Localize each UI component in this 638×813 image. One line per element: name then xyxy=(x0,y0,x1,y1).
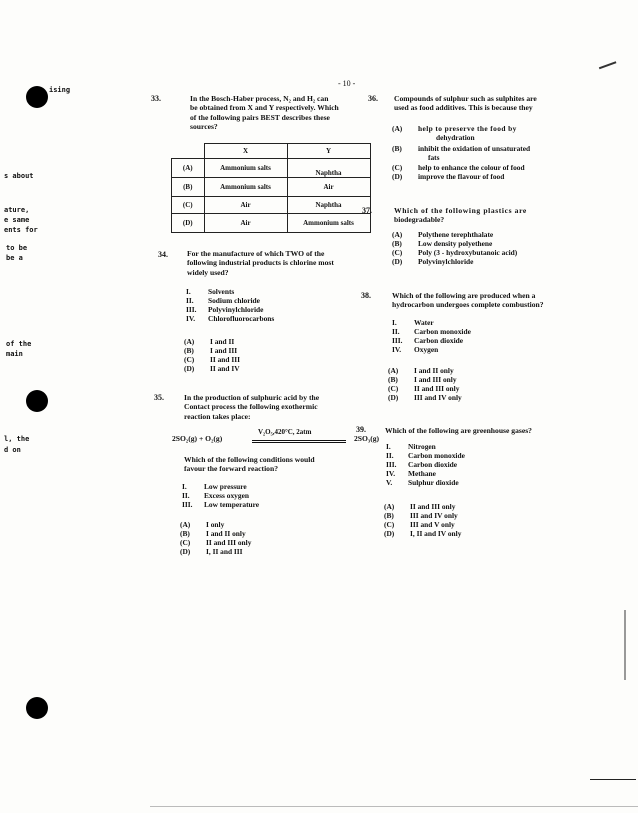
question-text xyxy=(190,94,362,132)
scan-mark xyxy=(624,610,626,680)
row-label: (D) xyxy=(172,214,205,233)
margin-fragment: s about xyxy=(4,172,34,180)
text-line: Compounds of sulphur such as sulphites are xyxy=(394,94,537,103)
answer-option[interactable]: (C) II and III only xyxy=(388,384,460,393)
cell-y: Naphtha xyxy=(287,197,370,214)
list-item: II. Carbon monoxide xyxy=(392,327,471,336)
text-line: Contact process the following exothermic xyxy=(184,402,318,412)
column-header-y: Y xyxy=(287,144,370,159)
margin-fragment: e same xyxy=(4,216,30,224)
margin-fragment: ising xyxy=(49,86,71,94)
question-number: 37. xyxy=(362,206,372,215)
margin-fragment: l, the xyxy=(4,435,30,443)
page-number: - 10 - xyxy=(338,79,356,88)
list-item: V. Sulphur dioxide xyxy=(386,478,459,487)
question-text xyxy=(184,393,364,421)
text-line: In the production of sulphuric acid by the xyxy=(184,393,320,402)
list-item: III. Carbon dioxide xyxy=(392,336,464,345)
list-item: III. Polyvinylchloride xyxy=(186,305,264,314)
scan-mark xyxy=(150,806,638,807)
equation-conditions: V₂O₅,420°C, 2atm xyxy=(258,428,312,436)
row-label: (B) xyxy=(172,178,205,197)
question-number: 38. xyxy=(361,291,371,300)
equation-reactants: 2SO₂(g) + O₂(g) xyxy=(172,434,223,443)
answer-option[interactable]: (D) II and IV xyxy=(184,364,240,373)
margin-fragment: main xyxy=(6,350,23,358)
answer-option[interactable]: (A) I and II only xyxy=(388,366,454,375)
list-item: III. Low temperature xyxy=(182,500,260,509)
answer-option[interactable]: (B) III and IV only xyxy=(384,511,458,520)
question-number: 36. xyxy=(368,94,378,103)
question-text xyxy=(394,94,564,113)
binder-hole-top xyxy=(26,86,48,108)
answer-option[interactable]: (C) Poly (3 - hydroxybutanoic acid) xyxy=(392,248,518,257)
text-line: of the following pairs BEST describes these xyxy=(190,112,330,122)
question-number: 33. xyxy=(151,94,161,103)
cell-x: Ammonium salts xyxy=(204,159,287,178)
answer-option[interactable]: (D) I, II and III xyxy=(180,547,243,556)
text-line: Which of the following plastics are xyxy=(394,206,527,215)
question-text xyxy=(394,206,564,225)
column-header-x: X xyxy=(204,144,287,159)
cell-y: Air xyxy=(287,178,370,197)
text-line: be obtained from X and Y respectively. Which xyxy=(190,103,339,113)
answer-options xyxy=(184,337,240,373)
cell-y: Ammonium salts xyxy=(287,214,370,233)
margin-fragment: ents for xyxy=(4,226,38,234)
list-item: II. Excess oxygen xyxy=(182,491,249,500)
answer-option[interactable]: (A) help to preserve the food by dehydration xyxy=(392,124,517,142)
question-text xyxy=(187,249,367,277)
text-line: following industrial products is chlorine most xyxy=(187,258,334,268)
text-line: For the manufacture of which TWO of the xyxy=(187,249,325,258)
cell-x: Air xyxy=(204,197,287,214)
cell-x: Ammonium salts xyxy=(204,178,287,197)
text-line: sources? xyxy=(190,122,218,132)
text-line: Which of the following conditions would xyxy=(184,455,315,464)
roman-list xyxy=(186,287,274,323)
answer-option[interactable]: (B) inhibit the oxidation of unsaturated fats xyxy=(392,144,531,162)
margin-fragment: d on xyxy=(4,446,21,454)
question-text xyxy=(392,291,572,310)
roman-list xyxy=(392,318,471,354)
list-item: II. Sodium chloride xyxy=(186,296,260,305)
list-item: I. Nitrogen xyxy=(386,442,436,451)
margin-fragment: be a xyxy=(6,254,23,262)
answer-option[interactable]: (C) II and III only xyxy=(180,538,252,547)
margin-fragment: to be xyxy=(6,244,28,252)
row-label: (C) xyxy=(172,197,205,214)
question-text xyxy=(385,426,575,435)
equilibrium-arrow xyxy=(252,440,346,441)
list-item: I. Solvents xyxy=(186,287,235,296)
answer-option[interactable]: (C) II and III xyxy=(184,355,240,364)
question-number: 34. xyxy=(158,250,168,259)
text-line: Which of the following are produced when a xyxy=(392,291,536,300)
answer-option[interactable]: (D) Polyvinylchloride xyxy=(392,257,474,266)
margin-fragment: of the xyxy=(6,340,32,348)
answer-options xyxy=(388,366,462,402)
text-line: In the Bosch-Haber process, N₂ and H₂ can xyxy=(190,94,329,103)
question-prompt xyxy=(184,455,364,474)
cell-x: Air xyxy=(204,214,287,233)
answer-option[interactable]: (A) II and III only xyxy=(384,502,456,511)
answer-option[interactable]: (B) I and III xyxy=(184,346,238,355)
text-line: biodegradable? xyxy=(394,215,445,225)
list-item: I. Low pressure xyxy=(182,482,247,491)
answer-options xyxy=(180,520,251,556)
list-item: III. Carbon dioxide xyxy=(386,460,458,469)
answer-option[interactable]: (D) III and IV only xyxy=(388,393,462,402)
margin-fragment: ature, xyxy=(4,206,30,214)
binder-hole-bottom xyxy=(26,697,48,719)
answer-option[interactable]: (D) I, II and IV only xyxy=(384,529,462,538)
answer-options xyxy=(384,502,461,538)
cell-y: Naphtha xyxy=(287,159,370,178)
answer-option[interactable]: (B) Low density polyethene xyxy=(392,239,493,248)
equilibrium-arrow xyxy=(252,442,346,443)
answer-option[interactable]: (A) I only xyxy=(180,520,225,529)
answer-option[interactable]: (D) improve the flavour of food xyxy=(392,172,505,181)
answer-options xyxy=(392,230,517,266)
list-item: II. Carbon monoxide xyxy=(386,451,465,460)
row-label: (A) xyxy=(172,159,205,178)
text-line: Which of the following are greenhouse gases? xyxy=(385,426,532,435)
text-line: reaction takes place: xyxy=(184,411,251,421)
list-item: IV. Methane xyxy=(386,469,436,478)
roman-list xyxy=(182,482,259,509)
binder-hole-middle xyxy=(26,390,48,412)
scan-mark xyxy=(590,779,636,780)
question-number: 39. xyxy=(356,425,366,434)
answer-options xyxy=(392,124,562,181)
text-line: widely used? xyxy=(187,267,229,277)
text-line: hydrocarbon undergoes complete combustion? xyxy=(392,300,544,310)
answer-option[interactable]: (B) I and II only xyxy=(180,529,246,538)
text-line: used as food additives. This is because they xyxy=(394,103,533,113)
list-item: IV. Chlorofluorocarbons xyxy=(186,314,275,323)
answer-option[interactable]: (C) III and V only xyxy=(384,520,455,529)
answer-option[interactable]: (B) I and III only xyxy=(388,375,457,384)
list-item: IV. Oxygen xyxy=(392,345,439,354)
question-number: 35. xyxy=(154,393,164,402)
list-item: I. Water xyxy=(392,318,434,327)
answer-option[interactable]: (A) Polythene terephthalate xyxy=(392,230,494,239)
roman-list xyxy=(386,442,465,487)
equation-products: 2SO₃(g) xyxy=(354,434,380,443)
answer-option[interactable]: (A) I and II xyxy=(184,337,235,346)
answer-option[interactable]: (C) help to enhance the colour of food xyxy=(392,163,525,172)
sources-table xyxy=(171,143,371,233)
scan-mark xyxy=(599,61,619,77)
text-line: favour the forward reaction? xyxy=(184,464,278,474)
